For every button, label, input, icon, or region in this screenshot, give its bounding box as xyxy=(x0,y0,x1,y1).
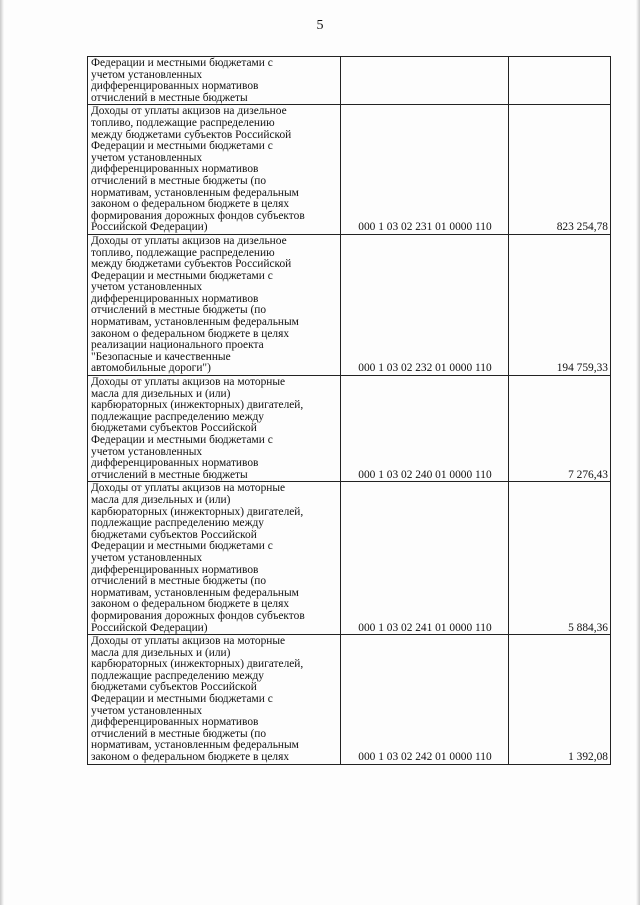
description-line: законом о федеральном бюджете в целях xyxy=(91,327,290,340)
amount-value: 823 254,78 xyxy=(509,105,611,235)
description-line: Российской Федерации) xyxy=(91,621,208,634)
description-line: между бюджетами субъектов Российской xyxy=(91,258,292,271)
description-line: карбюраторных (инжекторных) двигателей, xyxy=(91,399,304,412)
description-line: дифференцированных нормативов xyxy=(91,80,259,93)
description-line: нормативам, установленным федеральным xyxy=(91,586,299,599)
description-line: подлежащие распределению между xyxy=(91,517,264,530)
description-line: дифференцированных нормативов xyxy=(91,716,259,729)
description-line: отчислений в местные бюджеты xyxy=(91,91,248,104)
description-line: бюджетами субъектов Российской xyxy=(91,528,257,541)
description-line: учетом установленных xyxy=(91,704,203,717)
description-line: учетом установленных xyxy=(91,151,203,164)
description-line: Федерации и местными бюджетами с xyxy=(91,57,273,69)
description-line: подлежащие распределению между xyxy=(91,410,264,423)
table-row xyxy=(88,635,611,765)
budget-classification-code: 000 1 03 02 241 01 0000 110 xyxy=(341,482,509,635)
description-line: карбюраторных (инжекторных) двигателей, xyxy=(91,658,304,671)
budget-revenue-table xyxy=(87,56,611,765)
description-line: автомобильные дороги") xyxy=(91,362,211,375)
revenue-description-cell xyxy=(88,376,341,482)
description-line: дифференцированных нормативов xyxy=(91,563,259,576)
scan-edge-left xyxy=(0,0,4,905)
description-line: Доходы от уплаты акцизов на дизельное xyxy=(91,234,287,247)
description-line: законом о федеральном бюджете в целях xyxy=(91,751,290,764)
budget-classification-code: 000 1 03 02 240 01 0000 110 xyxy=(341,376,509,482)
description-line: отчислений в местные бюджеты xyxy=(91,468,248,481)
amount-value: 1 392,08 xyxy=(509,635,611,765)
table-row xyxy=(88,482,611,635)
budget-classification-code xyxy=(341,57,509,105)
description-line: нормативам, установленным федеральным xyxy=(91,316,299,329)
budget-classification-code: 000 1 03 02 232 01 0000 110 xyxy=(341,234,509,375)
description-line: отчислений в местные бюджеты (по xyxy=(91,174,267,187)
description-line: "Безопасные и качественные xyxy=(91,350,231,363)
description-line: Доходы от уплаты акцизов на моторные xyxy=(91,635,286,648)
table-row xyxy=(88,57,611,105)
description-line: отчислений в местные бюджеты (по xyxy=(91,727,267,740)
revenue-description-cell xyxy=(88,234,341,375)
description-line: топливо, подлежащие распределению xyxy=(91,116,275,129)
description-line: дифференцированных нормативов xyxy=(91,292,259,305)
description-line: законом о федеральном бюджете в целях xyxy=(91,198,290,211)
description-line: учетом установленных xyxy=(91,551,203,564)
description-line: Федерации и местными бюджетами с xyxy=(91,540,273,553)
description-line: Федерации и местными бюджетами с xyxy=(91,269,273,282)
description-line: Доходы от уплаты акцизов на моторные xyxy=(91,482,286,495)
description-line: реализации национального проекта xyxy=(91,339,264,352)
description-line: нормативам, установленным федеральным xyxy=(91,186,299,199)
description-line: формирования дорожных фондов субъектов xyxy=(91,609,305,622)
revenue-description-cell xyxy=(88,105,341,235)
description-line: учетом установленных xyxy=(91,281,203,294)
amount-value xyxy=(509,57,611,105)
description-line: Федерации и местными бюджетами с xyxy=(91,693,273,706)
budget-table-body xyxy=(88,57,611,765)
description-line: отчислений в местные бюджеты (по xyxy=(91,304,267,317)
amount-value: 5 884,36 xyxy=(509,482,611,635)
page-number: 5 xyxy=(316,18,324,33)
budget-classification-code: 000 1 03 02 242 01 0000 110 xyxy=(341,635,509,765)
description-line: дифференцированных нормативов xyxy=(91,163,259,176)
table-row xyxy=(88,234,611,375)
description-line: между бюджетами субъектов Российской xyxy=(91,128,292,141)
table-row xyxy=(88,376,611,482)
description-line: законом о федеральном бюджете в целях xyxy=(91,598,290,611)
description-line: Федерации и местными бюджетами с xyxy=(91,140,273,153)
description-line: учетом установленных xyxy=(91,68,203,81)
description-line: масла для дизельных и (или) xyxy=(91,646,231,659)
description-line: бюджетами субъектов Российской xyxy=(91,422,257,435)
description-line: учетом установленных xyxy=(91,445,203,458)
amount-value: 194 759,33 xyxy=(509,234,611,375)
amount-value: 7 276,43 xyxy=(509,376,611,482)
description-line: нормативам, установленным федеральным xyxy=(91,739,299,752)
description-line: масла для дизельных и (или) xyxy=(91,387,231,400)
description-line: бюджетами субъектов Российской xyxy=(91,681,257,694)
description-line: Российской Федерации) xyxy=(91,221,208,234)
description-line: отчислений в местные бюджеты (по xyxy=(91,575,267,588)
description-line: масла для дизельных и (или) xyxy=(91,493,231,506)
description-line: формирования дорожных фондов субъектов xyxy=(91,209,305,222)
description-line: Доходы от уплаты акцизов на дизельное xyxy=(91,105,287,118)
revenue-description-cell xyxy=(88,482,341,635)
table-row xyxy=(88,105,611,235)
description-line: карбюраторных (инжекторных) двигателей, xyxy=(91,505,304,518)
description-line: Доходы от уплаты акцизов на моторные xyxy=(91,376,286,389)
description-line: топливо, подлежащие распределению xyxy=(91,246,275,259)
revenue-description-cell xyxy=(88,57,341,105)
scan-edge-right xyxy=(636,0,640,905)
description-line: подлежащие распределению между xyxy=(91,669,264,682)
description-line: дифференцированных нормативов xyxy=(91,457,259,470)
description-line: Федерации и местными бюджетами с xyxy=(91,434,273,446)
revenue-description-cell xyxy=(88,635,341,765)
budget-classification-code: 000 1 03 02 231 01 0000 110 xyxy=(341,105,509,235)
